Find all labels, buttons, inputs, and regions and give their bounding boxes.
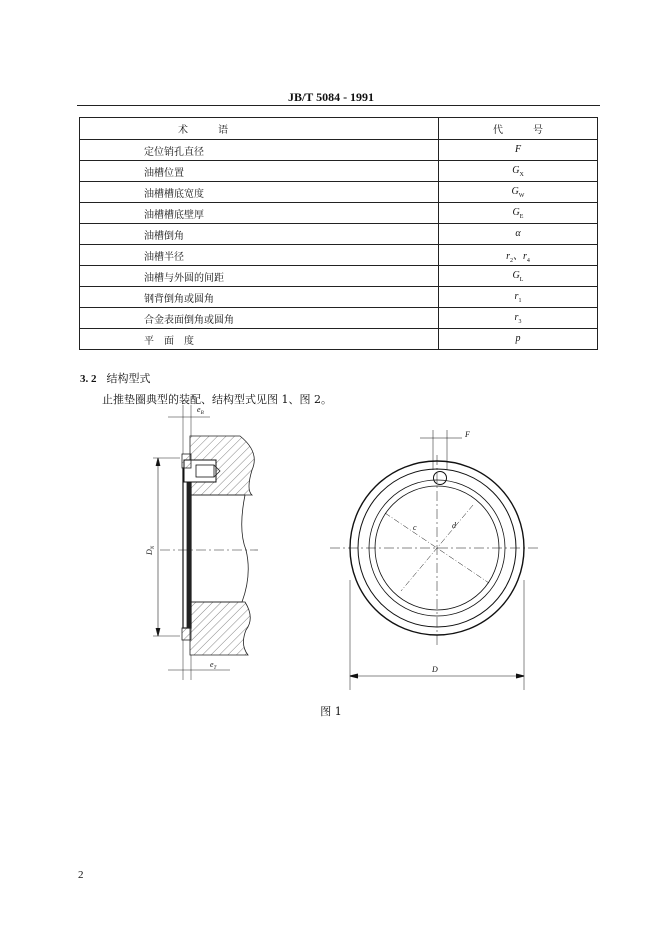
symbol-subscript: X <box>519 171 524 178</box>
bore-outline <box>190 495 248 602</box>
term-cell: 油槽半径 <box>80 245 439 266</box>
term-cell: 油槽槽底壁厚 <box>80 203 439 224</box>
term-cell: 油槽位置 <box>80 161 439 182</box>
term-cell: 油槽倒角 <box>80 224 439 245</box>
symbol-text: p <box>515 332 521 344</box>
symbol-extra: 、r <box>513 250 527 262</box>
term-cell: 合金表面倒角或圆角 <box>80 308 439 329</box>
symbol-subscript: L <box>519 276 524 283</box>
column-header-term: 术 语 <box>80 118 439 140</box>
symbol-text: α <box>515 227 521 239</box>
label-et: $e_T$ <box>210 660 217 671</box>
symbol-text: G <box>511 185 519 197</box>
symbol-subscript: 2 <box>510 257 513 264</box>
symbol-subscript: E <box>519 213 524 220</box>
section-view <box>153 405 258 680</box>
term-cell: 油槽槽底宽度 <box>80 182 439 203</box>
symbol-text: G <box>512 164 520 176</box>
washer-steel-back <box>187 468 191 628</box>
section-body-text: 止推垫圈典型的装配、结构型式见图 1、图 2。 <box>102 393 332 406</box>
housing-lower <box>190 602 250 655</box>
section-title: 结构型式 <box>106 372 151 385</box>
column-header-symbol: 代 号 <box>439 118 598 140</box>
symbol-text: G <box>512 269 520 281</box>
term-cell: 钢背倒角或圆角 <box>80 287 439 308</box>
page-header-title: JB/T 5084 - 1991 <box>287 90 375 104</box>
label-d-inner: d <box>452 521 456 530</box>
label-c: c <box>413 523 417 532</box>
figure-caption: 图 1 <box>320 705 342 718</box>
label-dn: $D_N$ <box>145 545 156 555</box>
symbol-subscript: 1 <box>518 297 522 304</box>
term-cell: 平 面 度 <box>80 329 439 350</box>
symbol-text: r <box>514 311 519 323</box>
symbol-text: F <box>514 143 522 155</box>
symbol-text: r <box>514 290 519 302</box>
symbol-extra-subscript: 4 <box>526 257 530 264</box>
term-cell: 油槽与外圆的间距 <box>80 266 439 287</box>
page-number: 2 <box>78 869 84 881</box>
term-cell: 定位销孔直径 <box>80 140 439 161</box>
pin-hole <box>434 472 447 485</box>
symbol-text: G <box>512 206 520 218</box>
label-eb: $e_B$ <box>197 405 204 416</box>
label-d-outer: D <box>432 665 438 674</box>
label-f: F <box>465 430 470 439</box>
front-view <box>330 430 540 690</box>
symbol-subscript: W <box>518 192 525 199</box>
symbol-subscript: 3 <box>518 318 522 325</box>
symbol-text: r <box>506 250 510 262</box>
section-number: 3. 2 <box>80 373 97 385</box>
